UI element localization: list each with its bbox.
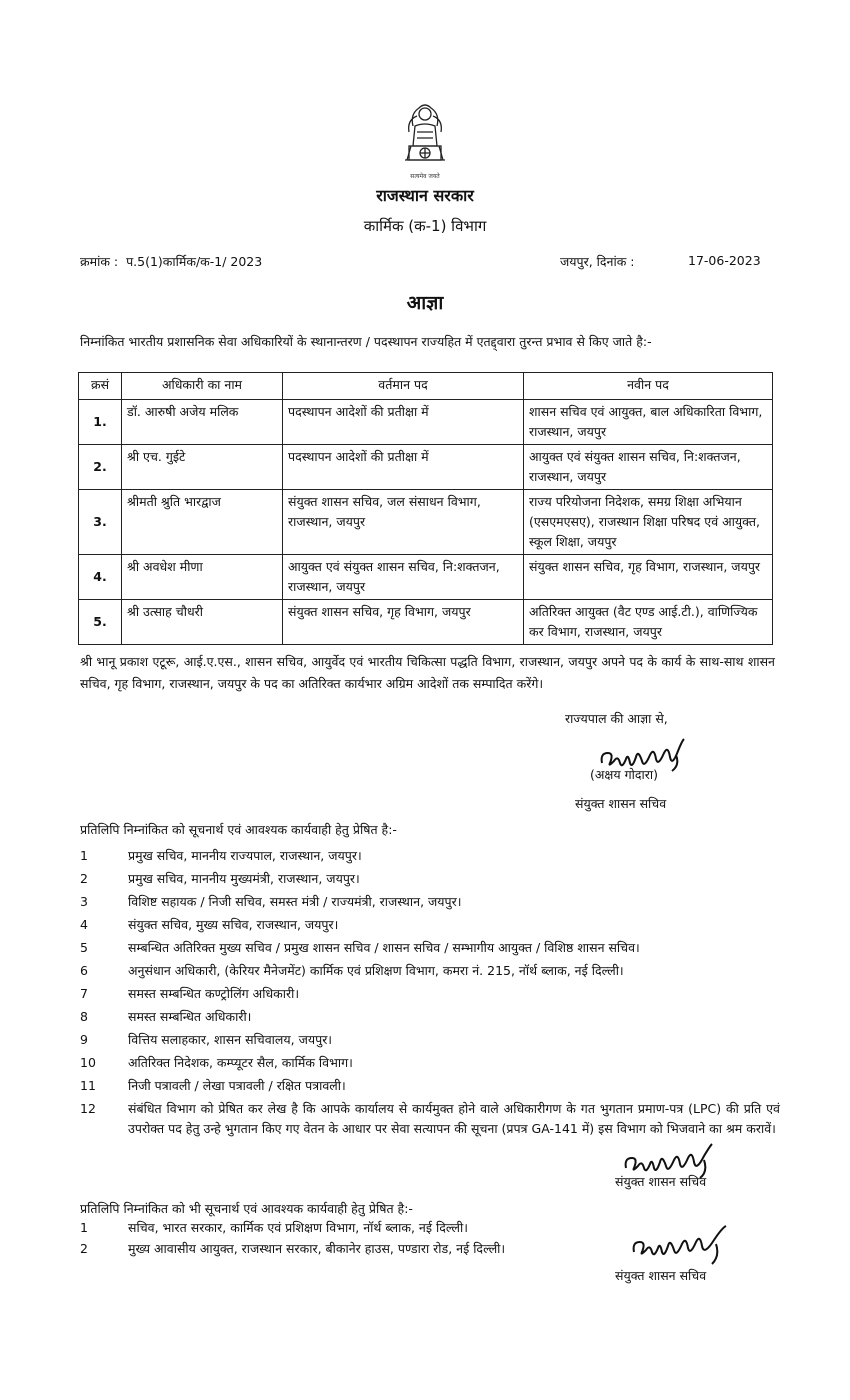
header-sn: क्रसं <box>79 373 122 400</box>
item-text: विशिष्ट सहायक / निजी सचिव, समस्त मंत्री / राज्यमंत्री, राजस्थान, जयपुर। <box>128 894 462 909</box>
item-text: प्रमुख सचिव, माननीय राज्यपाल, राजस्थान, जयपुर। <box>128 848 362 863</box>
row-current-post: संयुक्त शासन सचिव, गृह विभाग, जयपुर <box>283 600 524 645</box>
item-number: 12 <box>80 1101 96 1116</box>
intro-text: निम्नांकित भारतीय प्रशासनिक सेवा अधिकारियों के स्थानान्तरण / पदस्थापन राज्यहित में एतद्द्वारा तुरन्त प्रभाव से किए जाते है:- <box>80 334 652 349</box>
item-text: संबंधित विभाग को प्रेषित कर लेख है कि आपके कार्यालय से कार्यमुक्त होने वाले अधिकारीगण के गत भुगतान प्रमाण-पत्र (LPC) की प्रति एवं उपरोक्त पद हेतु उन्हे भुगतान किए गए वेतन के आधार पर सेवा सत्यापन की सूचना (प्रपत्र GA-141 में) इस विभाग को भिजवाने का श्रम करावें। <box>128 1101 780 1136</box>
item-text: सम्बन्धित अतिरिक्त मुख्य सचिव / प्रमुख शासन सचिव / शासन सचिव / सम्भागीय आयुक्त / विशिष्ठ शासन सचिव। <box>128 940 640 955</box>
row-current-post: पदस्थापन आदेशों की प्रतीक्षा में <box>283 445 524 490</box>
table-row <box>79 555 773 600</box>
signatory-name: (अक्षय गोदारा) <box>590 767 658 782</box>
signature-image <box>630 1222 735 1266</box>
item-number: 2 <box>80 1241 88 1256</box>
row-sn: 4. <box>79 555 122 600</box>
item-number: 3 <box>80 894 88 909</box>
row-current-post: पदस्थापन आदेशों की प्रतीक्षा में <box>283 400 524 445</box>
item-number: 6 <box>80 963 88 978</box>
item-number: 7 <box>80 986 88 1001</box>
item-number: 4 <box>80 917 88 932</box>
item-number: 1 <box>80 1220 88 1235</box>
by-order-line: राज्यपाल की आज्ञा से, <box>565 711 668 726</box>
table-header-row <box>79 373 773 400</box>
row-sn: 5. <box>79 600 122 645</box>
list-item <box>80 984 780 1004</box>
list-item <box>80 1030 780 1050</box>
government-name: राजस्थान सरकार <box>376 186 474 205</box>
table-row <box>79 445 773 490</box>
row-name: श्रीमती श्रुति भारद्वाज <box>122 490 283 555</box>
item-text: संयुक्त सचिव, मुख्य सचिव, राजस्थान, जयपुर। <box>128 917 339 932</box>
item-text: निजी पत्रावली / लेखा पत्रावली / रक्षित पत्रावली। <box>128 1078 346 1093</box>
row-name: श्री एच. गुईटे <box>122 445 283 490</box>
list-item <box>80 1076 780 1096</box>
item-number: 8 <box>80 1009 88 1024</box>
date-label: जयपुर, दिनांक : <box>560 254 635 269</box>
row-new-post: संयुक्त शासन सचिव, गृह विभाग, राजस्थान, जयपुर <box>524 555 773 600</box>
transfer-table <box>78 372 773 645</box>
list-item <box>80 938 780 958</box>
row-current-post: संयुक्त शासन सचिव, जल संसाधन विभाग, राजस्थान, जयपुर <box>283 490 524 555</box>
header-new-post: नवीन पद <box>524 373 773 400</box>
reference-label: क्रमांक : <box>80 254 119 269</box>
item-text: मुख्य आवासीय आयुक्त, राजस्थान सरकार, बीकानेर हाउस, पण्डारा रोड, नई दिल्ली। <box>128 1241 506 1256</box>
item-number: 10 <box>80 1055 96 1070</box>
item-text: अनुसंधान अधिकारी, (केरियर मैनेजमेंट) कार्मिक एवं प्रशिक्षण विभाग, कमरा नं. 215, नॉर्थ ब्लाक, नई दिल्ली। <box>128 963 624 978</box>
list-item <box>80 961 780 981</box>
table-row <box>79 490 773 555</box>
item-number: 1 <box>80 848 88 863</box>
reference-value: प.5(1)कार्मिक/क-1/ 2023 <box>126 254 263 269</box>
list-item <box>80 869 780 889</box>
list-item <box>80 915 780 935</box>
item-text: प्रमुख सचिव, माननीय मुख्यमंत्री, राजस्थान, जयपुर। <box>128 871 360 886</box>
header-name: अधिकारी का नाम <box>122 373 283 400</box>
signatory-title: संयुक्त शासन सचिव <box>615 1174 707 1189</box>
copy-list <box>80 846 780 1142</box>
item-number: 11 <box>80 1078 96 1093</box>
item-text: समस्त सम्बन्धित अधिकारी। <box>128 1009 252 1024</box>
item-text: समस्त सम्बन्धित कण्ट्रोलिंग अधिकारी। <box>128 986 300 1001</box>
emblem-motto: सत्यमेव जयते <box>410 173 440 180</box>
list-item <box>80 1053 780 1073</box>
table-row <box>79 400 773 445</box>
list-item <box>80 1099 780 1139</box>
row-new-post: राज्य परियोजना निदेशक, समग्र शिक्षा अभियान (एसएमएसए), राजस्थान शिक्षा परिषद एवं आयुक्त, स्कूल शिक्षा, जयपुर <box>524 490 773 555</box>
additional-charge-paragraph: श्री भानू प्रकाश एटूरू, आई.ए.एस., शासन सचिव, आयुर्वेद एवं भारतीय चिकित्सा पद्धति विभाग, राजस्थान, जयपुर अपने पद के कार्य के साथ-साथ शासन सचिव, गृह विभाग, राजस्थान, जयपुर के पद का अतिरिक्त कार्यभार अग्रिम आदेशों तक सम्पादित करेंगे। <box>80 654 775 691</box>
row-sn: 1. <box>79 400 122 445</box>
signatory-title: संयुक्त शासन सचिव <box>575 796 667 811</box>
department-name: कार्मिक (क-1) विभाग <box>363 217 487 235</box>
row-name: श्री उत्साह चौधरी <box>122 600 283 645</box>
copy-list-heading: प्रतिलिपि निम्नांकित को सूचनार्थ एवं आवश्यक कार्यवाही हेतु प्रेषित है:- <box>80 822 397 837</box>
header-current-post: वर्तमान पद <box>283 373 524 400</box>
item-number: 2 <box>80 871 88 886</box>
list-item <box>80 1007 780 1027</box>
item-text: वित्तिय सलाहकार, शासन सचिवालय, जयपुर। <box>128 1032 333 1047</box>
copy-list-heading: प्रतिलिपि निम्नांकित को भी सूचनार्थ एवं आवश्यक कार्यवाही हेतु प्रेषित है:- <box>80 1201 413 1216</box>
list-item <box>80 846 780 866</box>
item-text: सचिव, भारत सरकार, कार्मिक एवं प्रशिक्षण विभाग, नॉर्थ ब्लाक, नई दिल्ली। <box>128 1220 468 1235</box>
row-sn: 3. <box>79 490 122 555</box>
signatory-title: संयुक्त शासन सचिव <box>615 1268 707 1283</box>
row-name: श्री अवधेश मीणा <box>122 555 283 600</box>
row-new-post: शासन सचिव एवं आयुक्त, बाल अधिकारिता विभाग, राजस्थान, जयपुर <box>524 400 773 445</box>
item-number: 9 <box>80 1032 88 1047</box>
row-sn: 2. <box>79 445 122 490</box>
date-value: 17-06-2023 <box>688 253 761 268</box>
row-current-post: आयुक्त एवं संयुक्त शासन सचिव, नि:शक्तजन, राजस्थान, जयपुर <box>283 555 524 600</box>
order-title: आज्ञा <box>406 292 444 314</box>
row-name: डॉ. आरुषी अजेय मलिक <box>122 400 283 445</box>
reference-number <box>80 253 262 270</box>
table-row <box>79 600 773 645</box>
list-item <box>80 892 780 912</box>
item-text: अतिरिक्त निदेशक, कम्प्यूटर सैल, कार्मिक विभाग। <box>128 1055 353 1070</box>
item-number: 5 <box>80 940 88 955</box>
row-new-post: अतिरिक्त आयुक्त (वैट एण्ड आई.टी.), वाणिज्यिक कर विभाग, राजस्थान, जयपुर <box>524 600 773 645</box>
row-new-post: आयुक्त एवं संयुक्त शासन सचिव, नि:शक्तजन, राजस्थान, जयपुर <box>524 445 773 490</box>
